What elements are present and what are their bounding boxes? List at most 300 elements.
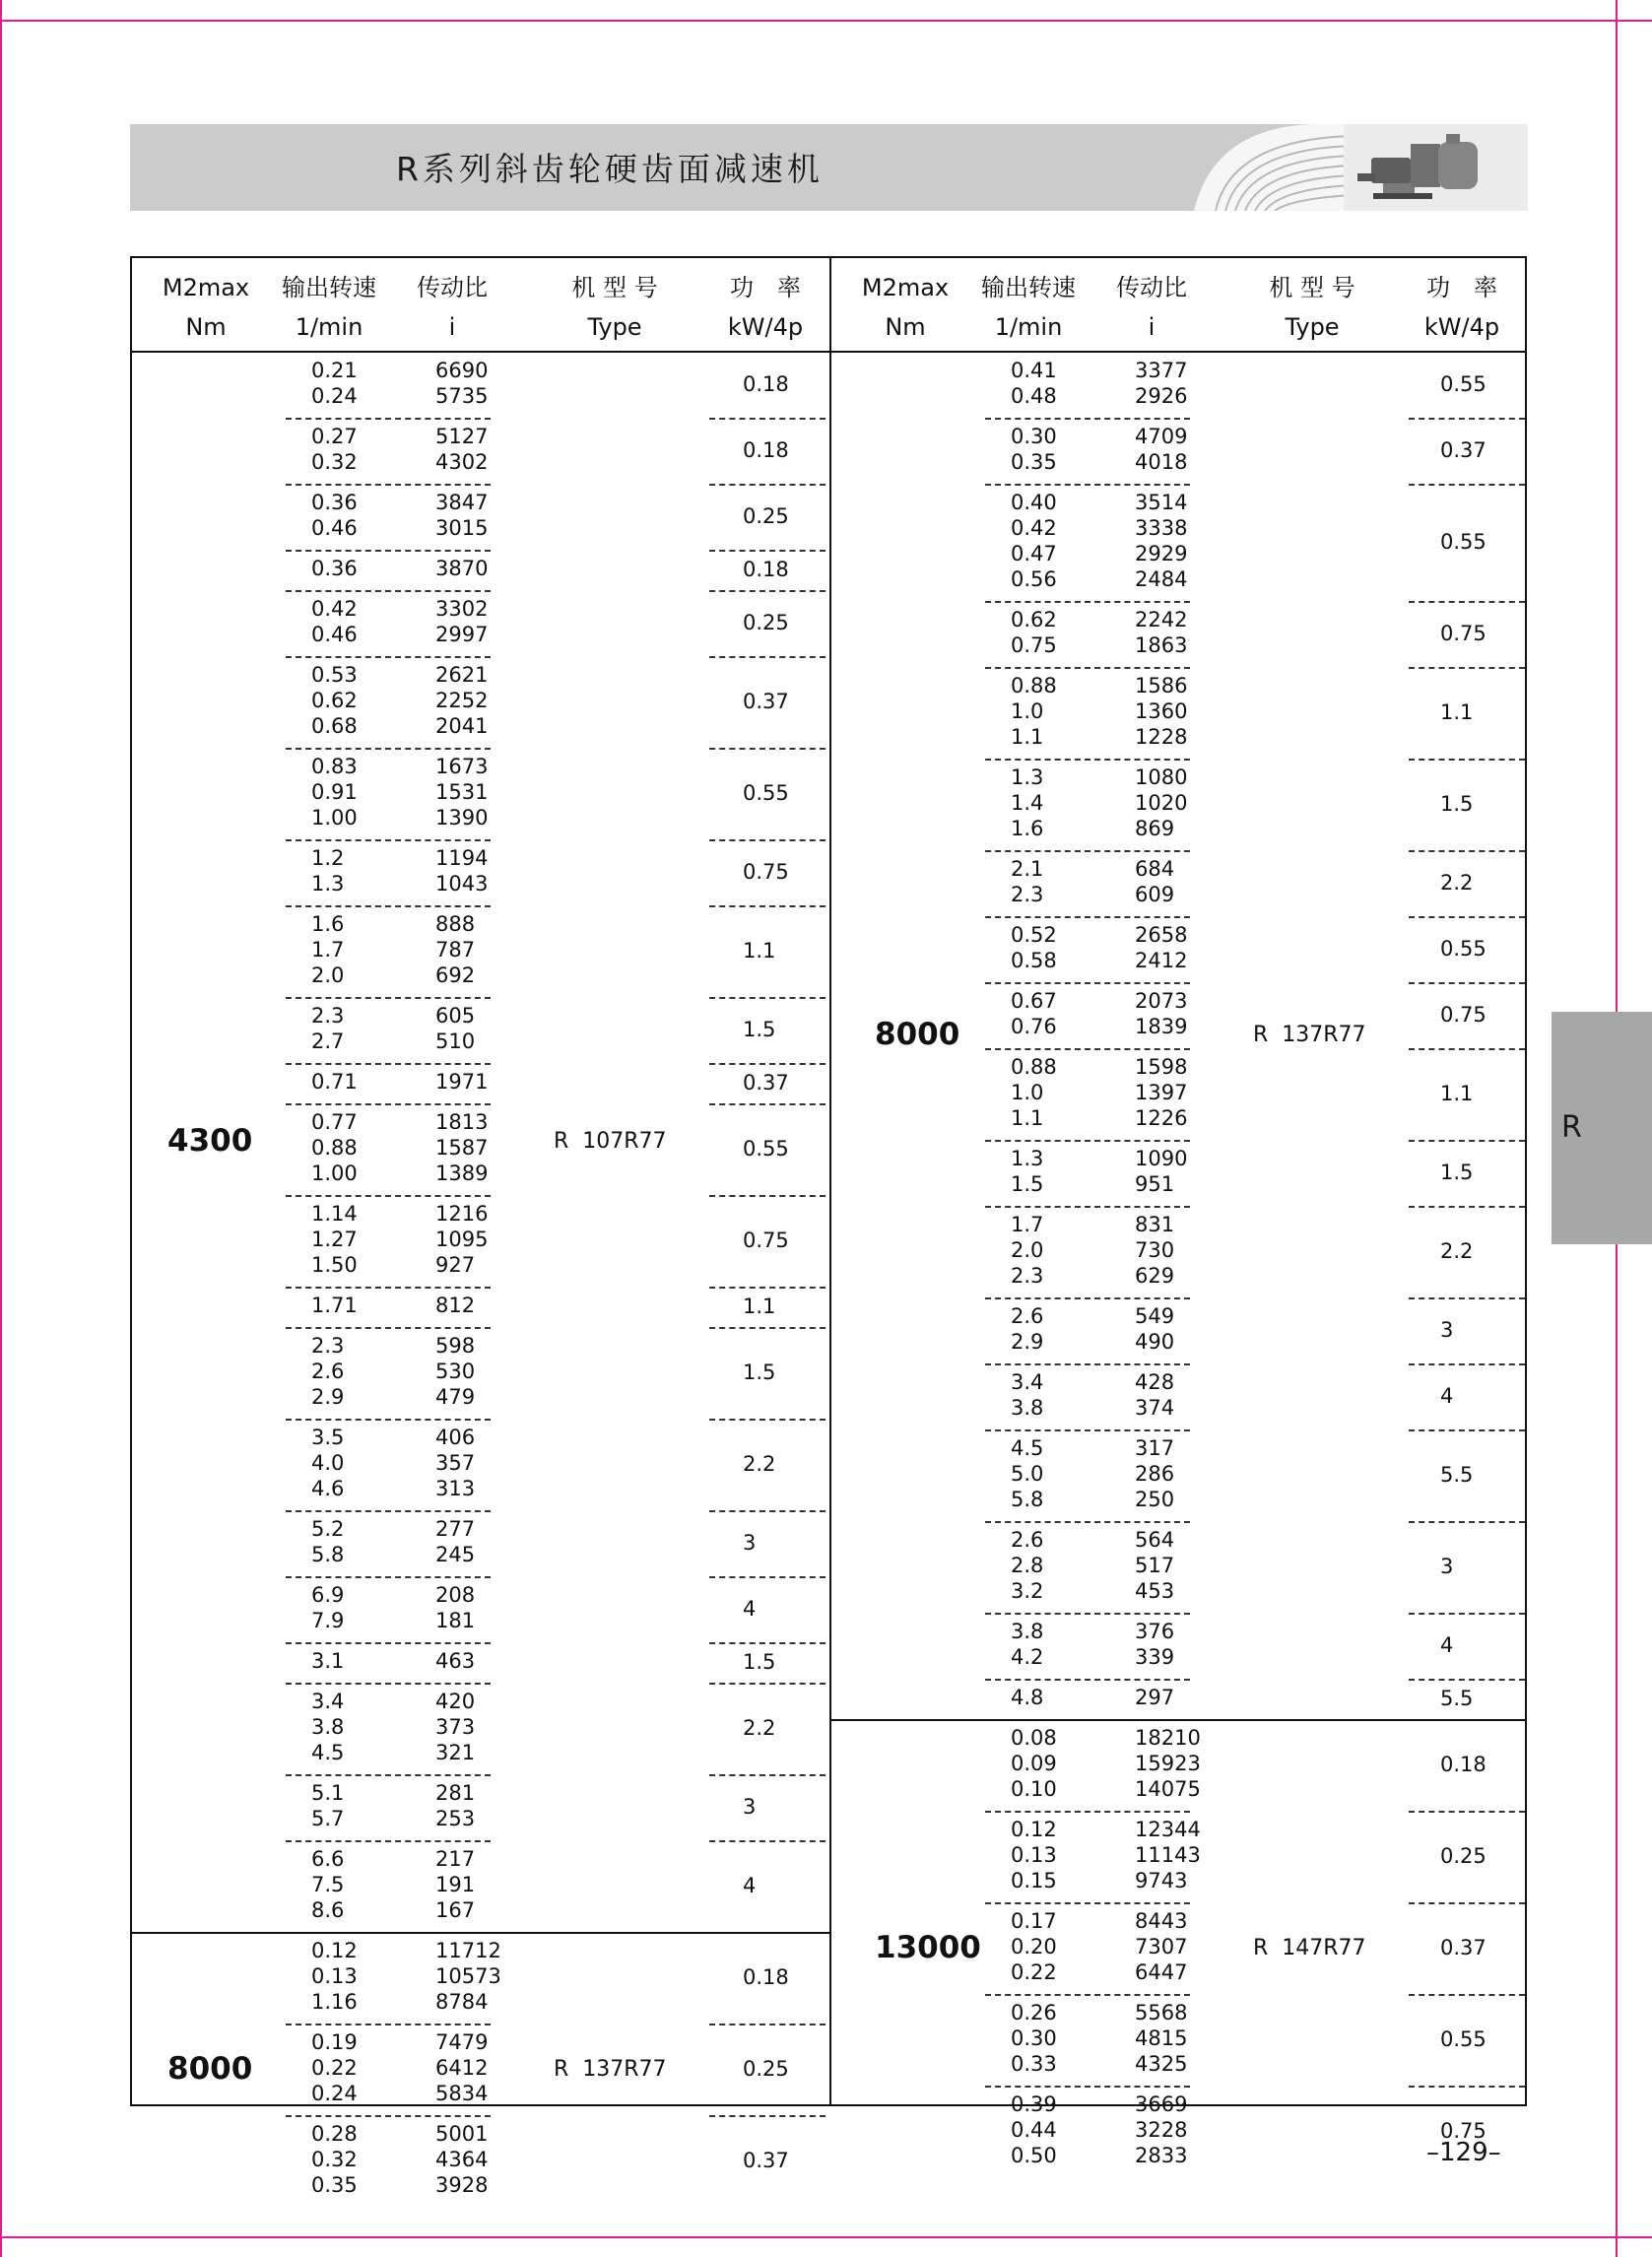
output-speed-value: 5.8 [311,1543,345,1566]
ratio-value: 3669 [1135,2092,1188,2116]
output-speed-value: 0.42 [311,597,358,621]
power-value: 0.55 [1440,936,1487,961]
table-row [311,2147,488,2172]
table-row [311,1109,488,1135]
group-divider [286,418,491,420]
ratio-value: 181 [435,1609,476,1632]
ratio-value: 2484 [1135,567,1188,591]
table-row [311,383,488,409]
header-power: 功 率 kW/4p [1423,274,1500,341]
output-speed-value: 2.8 [1011,1554,1044,1577]
table-row [311,1384,475,1410]
table-row [1011,988,1187,1014]
power-divider [1409,1429,1525,1431]
table-row [1011,1080,1187,1105]
table-row [1011,1461,1174,1487]
table-row [1011,1014,1187,1039]
power-divider [1409,916,1525,918]
ratio-value: 463 [435,1649,476,1673]
ratio-value: 406 [435,1426,476,1449]
ratio-value: 15923 [1135,1752,1201,1775]
group-divider [985,916,1190,918]
power-value: 0.18 [743,1964,789,1989]
group-divider [985,1679,1190,1681]
power-divider [709,1103,826,1105]
output-speed-value: 1.1 [1011,1106,1044,1130]
ratio-value: 9743 [1135,1869,1188,1892]
table-row [311,1897,475,1923]
ratio-value: 1863 [1135,633,1188,657]
output-speed-value: 2.6 [1011,1304,1044,1328]
output-speed-value: 0.46 [311,516,358,540]
table-row [311,1029,475,1054]
power-value: 0.37 [743,1070,789,1095]
output-speed-value: 1.6 [311,912,345,936]
table-row [1011,541,1187,566]
power-value: 3 [743,1794,757,1819]
header-torque: M2max Nm [162,274,250,341]
ratio-value: 1587 [435,1136,489,1160]
group-divider [985,1613,1190,1615]
table-row [311,1806,475,1831]
output-speed-value: 0.46 [311,623,358,646]
ratio-value: 18210 [1135,1726,1201,1750]
power-divider [1409,1679,1525,1681]
output-speed-value: 5.7 [311,1807,345,1830]
power-divider [1409,1994,1525,1996]
table-row [311,1069,488,1095]
output-speed-value: 0.50 [1011,2144,1057,2167]
group-divider [286,1419,491,1421]
output-speed-value: 2.6 [1011,1528,1044,1552]
output-speed-value: 3.8 [311,1715,345,1739]
table-row [311,2081,488,2106]
page-number: –129– [1426,2138,1501,2167]
table-row [311,779,488,805]
power-divider [709,1287,826,1289]
table-row [311,1450,475,1476]
ratio-value: 167 [435,1898,476,1922]
output-speed-value: 0.58 [1011,949,1057,972]
group-divider [286,1576,491,1578]
group-divider [286,748,491,750]
ratio-value: 3302 [435,597,489,621]
ratio-value: 3377 [1135,359,1188,382]
ratio-value: 12344 [1135,1818,1201,1841]
output-speed-value: 3.5 [311,1426,345,1449]
output-speed-value: 0.21 [311,359,358,382]
output-speed-value: 1.27 [311,1228,358,1251]
power-divider [709,1195,826,1197]
group-divider [286,2024,491,2025]
power-value: 3 [1440,1317,1454,1342]
power-divider [1409,1363,1525,1365]
ratio-value: 609 [1135,883,1175,906]
ratio-value: 888 [435,912,476,936]
output-speed-value: 0.22 [311,2056,358,2080]
group-divider [286,2115,491,2117]
output-speed-value: 0.71 [311,1070,358,1094]
ratio-value: 6447 [1135,1960,1188,1984]
output-speed-value: 0.12 [311,1939,358,1962]
power-divider [709,1576,826,1578]
table-row [311,358,488,383]
table-row [1011,1263,1174,1289]
output-speed-value: 0.88 [1011,1055,1057,1079]
ratio-value: 1043 [435,872,489,896]
power-value: 1.5 [1440,1160,1474,1184]
output-speed-value: 1.3 [1011,1147,1044,1170]
output-speed-value: 3.8 [1011,1396,1044,1420]
output-speed-value: 0.27 [311,425,358,448]
table-row [311,622,488,647]
power-value: 0.75 [743,1228,789,1252]
ratio-value: 3015 [435,516,489,540]
table-row [311,871,488,896]
power-divider [709,1642,826,1644]
table-row [1011,358,1187,383]
table-row [1011,2025,1187,2051]
ratio-value: 4364 [435,2148,489,2171]
header-bottom-rule [132,351,1525,353]
table-row [311,1714,475,1740]
ratio-value: 598 [435,1334,476,1358]
table-row [311,1582,475,1608]
ratio-value: 4018 [1135,450,1188,474]
output-speed-value: 6.9 [311,1583,345,1607]
output-speed-value: 0.13 [311,1964,358,1988]
ratio-value: 5834 [435,2082,489,2105]
output-speed-value: 1.14 [311,1202,358,1226]
table-row [1011,856,1174,882]
model-type: R 107R77 [554,1129,667,1154]
ratio-value: 5735 [435,384,489,408]
power-value: 0.37 [1440,1935,1487,1959]
group-divider [286,656,491,658]
output-speed-value: 0.28 [311,2122,358,2146]
output-speed-value: 0.56 [1011,567,1057,591]
table-row [1011,1553,1174,1578]
power-value: 0.18 [743,437,789,462]
torque-value: 13000 [875,1929,981,1965]
ratio-value: 1971 [435,1070,489,1094]
header-type: 机 型 号 Type [1269,274,1355,341]
power-divider [1409,1140,1525,1142]
table-row [311,911,475,937]
table-row [1011,1212,1174,1237]
output-speed-value: 0.67 [1011,989,1057,1013]
ratio-value: 1390 [435,806,489,830]
ratio-value: 1194 [435,846,489,870]
power-divider [709,1510,826,1512]
output-speed-value: 3.4 [1011,1370,1044,1394]
power-value: 0.18 [1440,1752,1487,1776]
output-speed-value: 0.20 [1011,1935,1057,1958]
ratio-value: 530 [435,1360,476,1383]
group-divider [286,550,491,552]
table-row [1011,1303,1174,1329]
power-divider [709,1774,826,1776]
group-divider [286,1063,491,1065]
power-value: 5.5 [1440,1462,1474,1487]
ratio-value: 5001 [435,2122,489,2146]
table-row [1011,1619,1174,1644]
table-row [1011,673,1187,698]
output-speed-value: 4.2 [1011,1645,1044,1669]
table-row [1011,1054,1187,1080]
ratio-value: 3870 [435,557,489,580]
output-speed-value: 1.7 [1011,1213,1044,1236]
power-value: 0.75 [743,859,789,884]
table-row [1011,698,1187,724]
table-row [1011,424,1187,449]
table-row [1011,566,1187,592]
group-divider [286,839,491,841]
ratio-value: 2242 [1135,608,1188,631]
ratio-value: 208 [435,1583,476,1607]
power-value: 0.55 [1440,529,1487,554]
output-speed-value: 0.24 [311,384,358,408]
table-row [311,1359,475,1384]
ratio-value: 692 [435,963,476,987]
ratio-value: 629 [1135,1264,1175,1288]
output-speed-value: 1.1 [1011,725,1044,749]
group-divider [286,1683,491,1685]
ratio-value: 1598 [1135,1055,1188,1079]
output-speed-value: 0.09 [1011,1752,1057,1775]
power-divider [1409,1613,1525,1615]
ratio-value: 1389 [435,1162,489,1185]
table-row [311,1252,475,1278]
power-divider [1409,759,1525,761]
output-speed-value: 2.3 [1011,1264,1044,1288]
ratio-value: 373 [435,1715,476,1739]
ratio-value: 517 [1135,1554,1175,1577]
ratio-value: 1226 [1135,1106,1188,1130]
output-speed-value: 1.16 [311,1990,358,2014]
output-speed-value: 2.0 [311,963,345,987]
ratio-value: 1090 [1135,1147,1188,1170]
group-divider [985,1994,1190,1996]
table-row [311,713,488,739]
model-type: R 137R77 [554,2056,667,2082]
ratio-value: 339 [1135,1645,1175,1669]
output-speed-value: 5.8 [1011,1488,1044,1511]
output-speed-value: 2.9 [311,1385,345,1409]
table-row [1011,2051,1187,2077]
output-speed-value: 2.3 [311,1004,345,1028]
ratio-value: 374 [1135,1396,1175,1420]
ratio-value: 2929 [1135,542,1188,565]
output-speed-value: 1.3 [1011,765,1044,789]
ratio-value: 549 [1135,1304,1175,1328]
group-divider [286,1195,491,1197]
output-speed-value: 0.47 [1011,542,1057,565]
ratio-value: 2073 [1135,989,1188,1013]
table-row [311,1161,488,1186]
power-value: 0.75 [1440,2118,1487,2143]
output-speed-value: 1.3 [311,872,345,896]
ratio-value: 5127 [435,425,489,448]
page-header-banner [130,124,1528,211]
ratio-value: 3847 [435,491,489,514]
power-value: 0.25 [743,610,789,634]
output-speed-value: 2.0 [1011,1238,1044,1262]
output-speed-value: 4.0 [311,1451,345,1475]
table-row [1011,1146,1187,1171]
table-row [1011,1868,1187,1893]
group-divider [985,759,1190,761]
power-value: 0.37 [743,689,789,713]
ratio-value: 1216 [435,1202,489,1226]
output-speed-value: 6.6 [311,1847,345,1871]
power-divider [709,2115,826,2117]
output-speed-value: 1.2 [311,846,345,870]
table-row [1011,922,1187,948]
power-divider [1409,982,1525,984]
ratio-value: 6690 [435,359,489,382]
table-row [311,2055,488,2081]
table-row [1011,2091,1187,2117]
ratio-value: 510 [435,1029,476,1053]
group-divider [286,590,491,592]
power-value: 1.5 [743,1017,776,1041]
ratio-value: 2926 [1135,384,1188,408]
ratio-value: 277 [435,1517,476,1541]
group-divider [985,484,1190,486]
header-speed: 输出转速 1/min [282,274,376,341]
ratio-value: 730 [1135,1238,1175,1262]
ratio-value: 1673 [435,755,489,778]
group-divider [985,982,1190,984]
output-speed-value: 1.5 [1011,1172,1044,1196]
group-divider [985,667,1190,669]
table-row [1011,764,1187,790]
power-value: 0.18 [743,371,789,396]
output-speed-value: 0.42 [1011,516,1057,540]
ratio-value: 297 [1135,1686,1175,1709]
table-row [311,1846,475,1872]
table-row [311,1689,475,1714]
output-speed-value: 0.15 [1011,1869,1057,1892]
table-row [311,1333,475,1359]
power-value: 0.75 [1440,1002,1487,1027]
power-value: 0.75 [1440,621,1487,645]
ratio-value: 376 [1135,1620,1175,1643]
ratio-value: 2621 [435,663,489,687]
power-value: 0.55 [743,1136,789,1161]
table-row [311,805,488,830]
power-divider [709,1840,826,1842]
header-speed: 输出转速 1/min [981,274,1076,341]
table-row [311,2121,488,2147]
power-value: 5.5 [1440,1686,1474,1710]
section-side-tab [1552,1012,1652,1244]
ratio-value: 2833 [1135,2144,1188,2167]
table-row [1011,1369,1174,1395]
ratio-value: 564 [1135,1528,1175,1552]
power-divider [1409,418,1525,420]
output-speed-value: 0.53 [311,663,358,687]
power-value: 0.55 [1440,2026,1487,2051]
ratio-value: 6412 [435,2056,489,2080]
table-row [1011,1435,1174,1461]
ratio-value: 217 [435,1847,476,1871]
group-divider [286,1327,491,1329]
ratio-value: 7307 [1135,1935,1188,1958]
power-value: 3 [1440,1554,1454,1578]
power-value: 0.25 [743,2056,789,2081]
trim-line-bottom [0,2236,1652,2238]
group-divider [985,1048,1190,1050]
ratio-value: 4302 [435,450,489,474]
output-speed-value: 0.24 [311,2082,358,2105]
power-divider [709,550,826,552]
table-row [1011,1527,1174,1553]
power-value: 4 [1440,1383,1454,1408]
group-divider [985,2086,1190,2088]
output-speed-value: 0.48 [1011,384,1057,408]
side-tab-label: R [1561,1110,1582,1145]
power-value: 3 [743,1530,757,1555]
power-value: 2.2 [1440,870,1474,895]
output-speed-value: 2.9 [1011,1330,1044,1354]
table-row [311,845,488,871]
ratio-value: 1020 [1135,791,1188,815]
power-divider [1409,1521,1525,1523]
output-speed-value: 1.00 [311,1162,358,1185]
group-divider [985,1206,1190,1208]
ratio-value: 479 [435,1385,476,1409]
output-speed-value: 0.32 [311,2148,358,2171]
output-speed-value: 0.19 [311,2030,358,2054]
table-row [1011,449,1187,475]
header-torque: M2max Nm [861,274,950,341]
table-row [311,1963,501,1989]
torque-value: 4300 [167,1123,253,1159]
output-speed-value: 0.40 [1011,491,1057,514]
ratio-value: 1397 [1135,1081,1188,1104]
power-divider [1409,1048,1525,1050]
ratio-value: 8784 [435,1990,489,2014]
output-speed-value: 2.3 [311,1334,345,1358]
ratio-value: 8443 [1135,1909,1188,1933]
output-speed-value: 0.30 [1011,2026,1057,2050]
table-row [1011,515,1187,541]
ratio-value: 3338 [1135,516,1188,540]
power-divider [1409,850,1525,852]
ratio-value: 3514 [1135,491,1188,514]
ratio-value: 10573 [435,1964,501,1988]
output-speed-value: 0.88 [1011,674,1057,697]
page-title: R系列斜齿轮硬齿面减速机 [396,150,824,188]
power-value: 2.2 [743,1451,776,1476]
table-row [1011,882,1174,907]
power-value: 4 [743,1596,757,1621]
power-value: 1.1 [743,1294,776,1318]
output-speed-value: 0.08 [1011,1726,1057,1750]
output-speed-value: 0.68 [311,714,358,738]
table-row [1011,1908,1187,1934]
group-divider [985,418,1190,420]
table-row [311,963,475,988]
table-row [1011,1751,1201,1776]
header-type: 机 型 号 Type [571,274,658,341]
power-divider [709,997,826,999]
table-row [1011,1934,1187,1959]
table-row [1011,1776,1201,1802]
ratio-value: 1095 [435,1228,489,1251]
